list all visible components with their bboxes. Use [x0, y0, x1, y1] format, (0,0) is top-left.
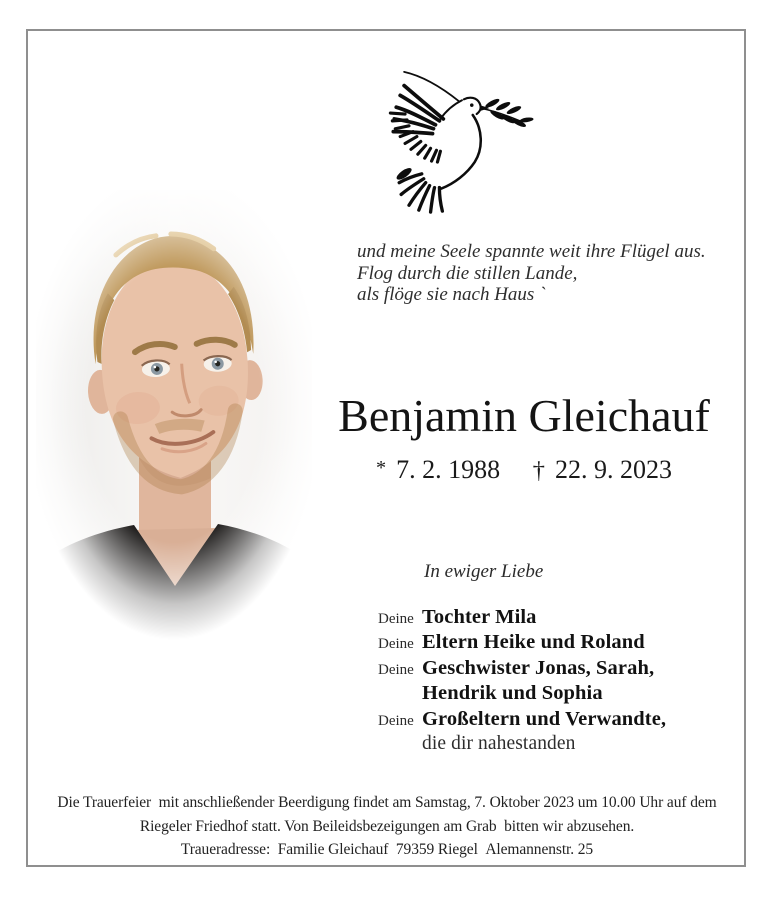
mourners-list — [378, 606, 666, 758]
death-cross-symbol: † — [532, 457, 545, 484]
mourner-row — [378, 631, 666, 656]
mourner-name: Eltern Heike und Roland — [422, 631, 645, 654]
portrait-illustration — [36, 190, 312, 646]
dedication-text: In ewiger Liebe — [424, 561, 544, 582]
mourner-prefix: Deine — [378, 611, 414, 627]
mourner-name: Tochter Mila — [422, 606, 537, 628]
birth-star-symbol: * — [376, 456, 387, 479]
poem-line: als flöge sie nach Haus ` — [357, 284, 546, 305]
mourner-row — [378, 606, 666, 631]
dove-icon — [356, 64, 564, 216]
mourner-prefix: Deine — [378, 661, 414, 678]
deceased-name: Benjamin Gleichauf — [338, 390, 710, 441]
portrait-photo — [36, 190, 312, 646]
birth-date: 7. 2. 1988 — [396, 455, 501, 484]
death-date-group — [533, 455, 672, 485]
funeral-info — [28, 791, 746, 862]
mourner-name: Hendrik und Sophia — [422, 682, 603, 705]
funeral-info-line: Traueradresse: Familie Gleichauf 79359 Riegel Alemannenstr. 25 — [180, 841, 594, 858]
mourner-row-continuation — [378, 682, 666, 707]
mourner-prefix: Deine — [378, 712, 414, 729]
poem-line: Flog durch die stillen Lande, — [357, 262, 578, 284]
poem-line: und meine Seele spannte weit ihre Flügel aus. — [357, 241, 706, 262]
funeral-info-line: Die Trauerfeier mit anschließender Beerdigung findet am Samstag, 7. Oktober 2023 um 10.00 Uhr auf dem — [57, 794, 717, 811]
mourner-row — [378, 657, 666, 682]
funeral-info-line: Riegeler Friedhof statt. Von Beileidsbezeigungen am Grab bitten wir abzusehen. — [139, 817, 635, 835]
mourner-row-continuation — [378, 733, 666, 758]
mourner-name: die dir nahestanden — [422, 732, 576, 754]
memorial-poem — [357, 241, 706, 306]
mourner-prefix: Deine — [378, 636, 414, 653]
life-dates — [328, 455, 720, 485]
mourner-row — [378, 708, 666, 733]
death-date: 22. 9. 2023 — [554, 455, 672, 484]
mourner-name: Großeltern und Verwandte, — [422, 707, 667, 730]
mourner-name: Geschwister Jonas, Sarah, — [422, 656, 655, 679]
birth-date-group — [376, 455, 500, 485]
